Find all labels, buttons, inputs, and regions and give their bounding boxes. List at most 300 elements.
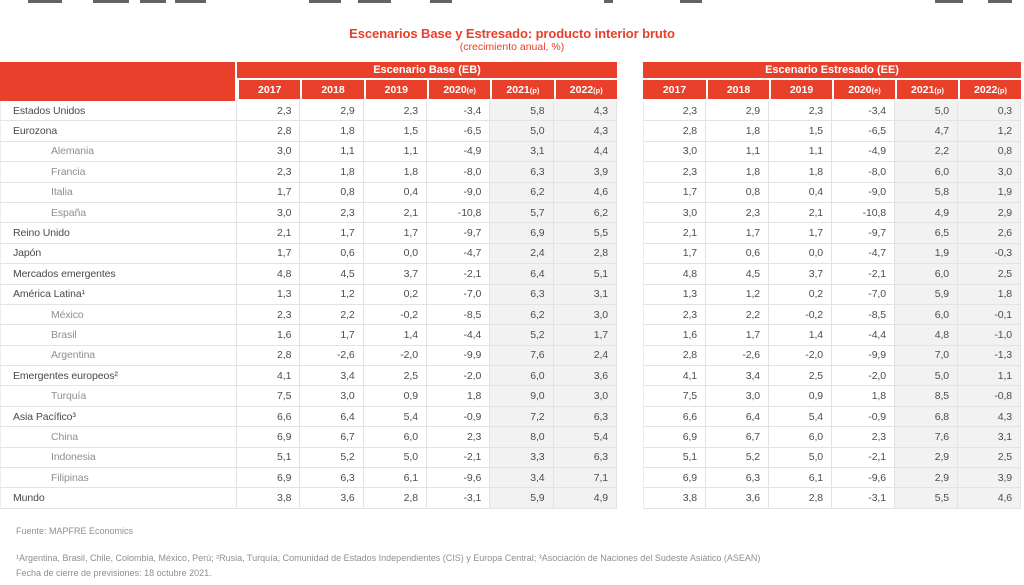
cell-value: 1,7 — [769, 223, 832, 243]
table-row — [0, 448, 617, 468]
artifact-dash — [604, 0, 613, 3]
table-row — [0, 366, 617, 386]
cell-value: 1,8 — [706, 121, 769, 141]
cell-value: 6,0 — [769, 427, 832, 447]
cell-value: -0,2 — [364, 305, 427, 325]
cell-value: -0,8 — [958, 386, 1021, 406]
row-label: Alemania — [0, 142, 237, 162]
cell-value: 5,4 — [364, 407, 427, 427]
cell-value: 1,6 — [643, 325, 706, 345]
cell-value: 7,1 — [554, 468, 617, 488]
table-row — [0, 183, 617, 203]
cell-value: 8,0 — [490, 427, 553, 447]
cell-value: 6,2 — [490, 305, 553, 325]
table-row — [643, 448, 1021, 468]
cell-value: 2,3 — [643, 101, 706, 121]
cell-value: 7,6 — [490, 346, 553, 366]
year-suffix: (p) — [934, 85, 944, 95]
cell-value: 6,0 — [895, 264, 958, 284]
cell-value: 2,2 — [895, 142, 958, 162]
cell-value: 2,3 — [643, 162, 706, 182]
cell-value: 1,1 — [364, 142, 427, 162]
row-label: China — [0, 427, 237, 447]
cell-value: -9,9 — [832, 346, 895, 366]
figure-title: Escenarios Base y Estresado: producto interior bruto — [349, 26, 675, 41]
cell-value: -9,6 — [832, 468, 895, 488]
cell-value: 5,0 — [895, 366, 958, 386]
figure-subtitle: (crecimiento anual, %) — [459, 41, 565, 53]
footnote: ¹Argentina, Brasil, Chile, Colombia, México, Perú; ²Rusia, Turquía, Comunidad de Estados Independientes (CIS) y Europa Central; ³Asociación de Naciones del Sudeste Asiático (ASEAN) — [16, 553, 761, 563]
cell-value: 1,4 — [769, 325, 832, 345]
cell-value: 6,8 — [895, 407, 958, 427]
cell-value: 1,2 — [706, 285, 769, 305]
cell-value: 2,3 — [832, 427, 895, 447]
cell-value: 5,1 — [643, 448, 706, 468]
scenario-tables — [0, 62, 1021, 509]
row-label: Filipinas — [0, 468, 237, 488]
cell-value: 3,4 — [490, 468, 553, 488]
cell-value: 2,5 — [769, 366, 832, 386]
cell-value: -0,3 — [958, 244, 1021, 264]
row-label: Argentina — [0, 346, 237, 366]
cell-value: 2,1 — [237, 223, 300, 243]
cell-value: 1,9 — [958, 183, 1021, 203]
table-row — [643, 407, 1021, 427]
cell-value: 3,8 — [643, 488, 706, 508]
cell-value: -2,1 — [427, 448, 490, 468]
years-header-row-stressed — [643, 80, 1021, 101]
table-row — [643, 386, 1021, 406]
stressed-scenario-table — [643, 62, 1021, 509]
cell-value: -2,0 — [364, 346, 427, 366]
cell-value: 2,5 — [958, 264, 1021, 284]
cell-value: 1,7 — [706, 325, 769, 345]
table-row — [0, 244, 617, 264]
table-row — [643, 285, 1021, 305]
cell-value: 1,8 — [706, 162, 769, 182]
cell-value: 1,8 — [364, 162, 427, 182]
cell-value: 1,8 — [832, 386, 895, 406]
cell-value: 4,6 — [554, 183, 617, 203]
year-suffix: (e) — [871, 85, 881, 95]
cell-value: 6,3 — [300, 468, 363, 488]
cell-value: -0,9 — [832, 407, 895, 427]
cell-value: -7,0 — [832, 285, 895, 305]
cell-value: 5,9 — [895, 285, 958, 305]
cell-value: 6,3 — [490, 162, 553, 182]
source-note: Fuente: MAPFRE Economics — [16, 526, 134, 536]
table-row — [0, 264, 617, 284]
cell-value: 2,8 — [237, 121, 300, 141]
cell-value: 4,9 — [554, 488, 617, 508]
cell-value: 1,1 — [769, 142, 832, 162]
cell-value: 1,9 — [895, 244, 958, 264]
cell-value: 2,1 — [769, 203, 832, 223]
base-table-body — [0, 101, 617, 509]
cell-value: 0,8 — [300, 183, 363, 203]
cell-value: 3,0 — [706, 386, 769, 406]
row-label: Mercados emergentes — [0, 264, 237, 284]
cell-value: 4,8 — [895, 325, 958, 345]
cell-value: 6,6 — [643, 407, 706, 427]
cell-value: 3,9 — [554, 162, 617, 182]
cell-value: 6,0 — [490, 366, 553, 386]
cell-value: 1,5 — [364, 121, 427, 141]
artifact-dash — [680, 0, 702, 3]
table-row — [0, 101, 617, 121]
cell-value: 6,0 — [364, 427, 427, 447]
cell-value: 0,0 — [769, 244, 832, 264]
cell-value: -2,0 — [832, 366, 895, 386]
year-header: 2021(p) — [490, 80, 553, 101]
cell-value: -2,0 — [427, 366, 490, 386]
cell-value: -4,4 — [832, 325, 895, 345]
cell-value: 2,8 — [364, 488, 427, 508]
cell-value: 3,0 — [237, 142, 300, 162]
figure-footer — [16, 526, 760, 578]
cell-value: 2,8 — [643, 346, 706, 366]
cell-value: -2,0 — [769, 346, 832, 366]
cell-value: 7,0 — [895, 346, 958, 366]
cell-value: -2,6 — [300, 346, 363, 366]
base-scenario-table — [0, 62, 617, 509]
cell-value: 3,4 — [300, 366, 363, 386]
cell-value: 3,0 — [554, 305, 617, 325]
cell-value: 3,7 — [364, 264, 427, 284]
cell-value: -3,4 — [832, 101, 895, 121]
cell-value: 0,6 — [706, 244, 769, 264]
cell-value: 3,0 — [300, 386, 363, 406]
cell-value: -9,6 — [427, 468, 490, 488]
table-row — [643, 142, 1021, 162]
year-header: 2017 — [237, 80, 300, 101]
row-label: Reino Unido — [0, 223, 237, 243]
cell-value: 0,6 — [300, 244, 363, 264]
artifact-dash — [988, 0, 1012, 3]
cell-value: 2,3 — [643, 305, 706, 325]
year-header: 2017 — [643, 80, 706, 101]
cell-value: 6,5 — [895, 223, 958, 243]
cell-value: 6,7 — [300, 427, 363, 447]
year-header: 2021(p) — [895, 80, 958, 101]
cell-value: 5,0 — [895, 101, 958, 121]
cell-value: 2,3 — [427, 427, 490, 447]
cell-value: 1,4 — [364, 325, 427, 345]
artifact-dash — [430, 0, 452, 3]
table-corner-block — [0, 62, 237, 101]
cell-value: 4,6 — [958, 488, 1021, 508]
table-row — [643, 162, 1021, 182]
cell-value: 5,0 — [490, 121, 553, 141]
cell-value: 6,2 — [490, 183, 553, 203]
year-header: 2020(e) — [832, 80, 895, 101]
cell-value: -8,5 — [832, 305, 895, 325]
table-row — [0, 142, 617, 162]
cell-value: 3,6 — [554, 366, 617, 386]
cell-value: 2,3 — [769, 101, 832, 121]
cell-value: -3,1 — [832, 488, 895, 508]
cell-value: -8,0 — [832, 162, 895, 182]
cell-value: 3,3 — [490, 448, 553, 468]
table-row — [0, 325, 617, 345]
cell-value: 1,7 — [237, 244, 300, 264]
cell-value: 3,1 — [490, 142, 553, 162]
cell-value: 6,3 — [490, 285, 553, 305]
table-row — [643, 101, 1021, 121]
cell-value: 6,1 — [364, 468, 427, 488]
cell-value: 6,0 — [895, 305, 958, 325]
cell-value: 3,0 — [237, 203, 300, 223]
cell-value: 7,5 — [643, 386, 706, 406]
cell-value: 6,4 — [490, 264, 553, 284]
cell-value: 2,3 — [237, 101, 300, 121]
cell-value: 6,9 — [490, 223, 553, 243]
cell-value: 3,0 — [958, 162, 1021, 182]
cell-value: 1,7 — [364, 223, 427, 243]
cell-value: 5,2 — [490, 325, 553, 345]
cell-value: 3,1 — [554, 285, 617, 305]
cell-value: 2,3 — [364, 101, 427, 121]
cell-value: -9,7 — [427, 223, 490, 243]
cell-value: 5,8 — [490, 101, 553, 121]
cell-value: -3,4 — [427, 101, 490, 121]
cell-value: 4,3 — [554, 121, 617, 141]
cell-value: 6,4 — [300, 407, 363, 427]
cell-value: 1,7 — [643, 244, 706, 264]
stressed-table-body — [643, 101, 1021, 509]
cell-value: 2,8 — [643, 121, 706, 141]
cell-value: 1,8 — [300, 162, 363, 182]
row-label: Brasil — [0, 325, 237, 345]
cell-value: 2,3 — [237, 305, 300, 325]
artifact-dash — [93, 0, 129, 3]
cell-value: -2,1 — [832, 264, 895, 284]
cell-value: 2,9 — [300, 101, 363, 121]
table-row — [0, 468, 617, 488]
cell-value: 4,5 — [706, 264, 769, 284]
cell-value: 5,4 — [554, 427, 617, 447]
cell-value: 2,3 — [706, 203, 769, 223]
year-suffix: (p) — [593, 85, 603, 95]
cell-value: 1,3 — [237, 285, 300, 305]
year-header: 2019 — [364, 80, 427, 101]
cell-value: 0,8 — [958, 142, 1021, 162]
cell-value: 2,8 — [769, 488, 832, 508]
cell-value: -10,8 — [427, 203, 490, 223]
table-row — [0, 386, 617, 406]
row-label: Francia — [0, 162, 237, 182]
cell-value: -4,9 — [832, 142, 895, 162]
table-row — [643, 488, 1021, 508]
cell-value: 1,7 — [706, 223, 769, 243]
table-row — [0, 488, 617, 508]
cell-value: 6,9 — [237, 468, 300, 488]
cell-value: 2,6 — [958, 223, 1021, 243]
cell-value: 1,7 — [643, 183, 706, 203]
cell-value: 2,8 — [554, 244, 617, 264]
cell-value: 4,7 — [895, 121, 958, 141]
cell-value: -2,6 — [706, 346, 769, 366]
cell-value: -1,3 — [958, 346, 1021, 366]
artifact-dash — [28, 0, 62, 3]
cell-value: 2,1 — [364, 203, 427, 223]
cell-value: -7,0 — [427, 285, 490, 305]
cell-value: 2,9 — [706, 101, 769, 121]
cell-value: 1,7 — [300, 223, 363, 243]
cell-value: 0,4 — [364, 183, 427, 203]
cell-value: 0,3 — [958, 101, 1021, 121]
cell-value: 0,2 — [364, 285, 427, 305]
table-row — [0, 223, 617, 243]
year-header: 2018 — [706, 80, 769, 101]
cell-value: -1,0 — [958, 325, 1021, 345]
cell-value: -0,2 — [769, 305, 832, 325]
table-row — [0, 203, 617, 223]
cell-value: 7,6 — [895, 427, 958, 447]
cell-value: 5,2 — [706, 448, 769, 468]
cell-value: 3,6 — [706, 488, 769, 508]
cell-value: 6,1 — [769, 468, 832, 488]
cell-value: 4,1 — [643, 366, 706, 386]
cell-value: 2,3 — [300, 203, 363, 223]
cell-value: 6,3 — [554, 448, 617, 468]
cell-value: 3,0 — [554, 386, 617, 406]
cell-value: -4,7 — [427, 244, 490, 264]
cell-value: -4,9 — [427, 142, 490, 162]
cell-value: -2,1 — [832, 448, 895, 468]
cell-value: 1,1 — [958, 366, 1021, 386]
cell-value: 1,1 — [706, 142, 769, 162]
year-suffix: (p) — [997, 85, 1007, 95]
cell-value: 4,3 — [554, 101, 617, 121]
row-label: América Latina¹ — [0, 285, 237, 305]
row-label: Asia Pacífico³ — [0, 407, 237, 427]
table-row — [643, 223, 1021, 243]
cell-value: 2,8 — [237, 346, 300, 366]
cell-value: 1,5 — [769, 121, 832, 141]
cell-value: -6,5 — [427, 121, 490, 141]
cell-value: 5,2 — [300, 448, 363, 468]
row-label: Indonesia — [0, 448, 237, 468]
cell-value: 1,2 — [300, 285, 363, 305]
row-label: España — [0, 203, 237, 223]
table-row — [0, 121, 617, 141]
cell-value: -8,5 — [427, 305, 490, 325]
cell-value: 2,5 — [958, 448, 1021, 468]
artifact-dash — [309, 0, 341, 3]
cell-value: 5,8 — [895, 183, 958, 203]
row-label: Estados Unidos — [0, 101, 237, 121]
cell-value: 1,8 — [427, 386, 490, 406]
cell-value: 0,0 — [364, 244, 427, 264]
artifact-dash — [935, 0, 963, 3]
row-label: Turquía — [0, 386, 237, 406]
cell-value: -0,9 — [427, 407, 490, 427]
table-row — [643, 183, 1021, 203]
year-header: 2020(e) — [427, 80, 490, 101]
cell-value: -2,1 — [427, 264, 490, 284]
cell-value: 6,2 — [554, 203, 617, 223]
cell-value: 5,7 — [490, 203, 553, 223]
table-row — [643, 305, 1021, 325]
cell-value: -9,7 — [832, 223, 895, 243]
cell-value: 6,3 — [554, 407, 617, 427]
cell-value: 1,2 — [958, 121, 1021, 141]
cell-value: 4,3 — [958, 407, 1021, 427]
cell-value: 1,6 — [237, 325, 300, 345]
cell-value: 6,9 — [643, 427, 706, 447]
cell-value: 3,7 — [769, 264, 832, 284]
cell-value: -0,1 — [958, 305, 1021, 325]
cell-value: 6,9 — [237, 427, 300, 447]
cell-value: 3,9 — [958, 468, 1021, 488]
cell-value: 1,1 — [300, 142, 363, 162]
table-row — [643, 325, 1021, 345]
cell-value: 3,4 — [706, 366, 769, 386]
cell-value: 0,8 — [706, 183, 769, 203]
cell-value: 5,0 — [364, 448, 427, 468]
year-header: 2019 — [769, 80, 832, 101]
cell-value: 3,0 — [643, 203, 706, 223]
cell-value: 6,4 — [706, 407, 769, 427]
year-header: 2018 — [300, 80, 363, 101]
table-row — [643, 427, 1021, 447]
cell-value: 8,5 — [895, 386, 958, 406]
base-scenario-banner: Escenario Base (EB) — [237, 62, 617, 80]
cell-value: 2,3 — [237, 162, 300, 182]
row-label: Emergentes europeos² — [0, 366, 237, 386]
artifact-dash — [140, 0, 166, 3]
cell-value: -9,0 — [427, 183, 490, 203]
cell-value: 2,4 — [554, 346, 617, 366]
cell-value: 4,9 — [895, 203, 958, 223]
cell-value: -3,1 — [427, 488, 490, 508]
cell-value: 1,7 — [300, 325, 363, 345]
row-label: Mundo — [0, 488, 237, 508]
artifact-dash — [358, 0, 391, 3]
cell-value: 2,2 — [706, 305, 769, 325]
year-suffix: (e) — [466, 85, 476, 95]
table-row — [643, 244, 1021, 264]
cell-value: 2,9 — [895, 448, 958, 468]
table-row — [643, 264, 1021, 284]
year-header: 2022(p) — [554, 80, 617, 101]
cell-value: -6,5 — [832, 121, 895, 141]
row-label: Italia — [0, 183, 237, 203]
row-label: México — [0, 305, 237, 325]
cell-value: 2,9 — [895, 468, 958, 488]
cell-value: 6,9 — [643, 468, 706, 488]
table-row — [643, 346, 1021, 366]
cell-value: 4,1 — [237, 366, 300, 386]
table-row — [643, 203, 1021, 223]
table-row — [0, 305, 617, 325]
cell-value: 2,5 — [364, 366, 427, 386]
cell-value: 2,1 — [643, 223, 706, 243]
cell-value: 0,9 — [364, 386, 427, 406]
cell-value: 6,6 — [237, 407, 300, 427]
cell-value: -4,7 — [832, 244, 895, 264]
cell-value: 1,8 — [300, 121, 363, 141]
cell-value: 3,8 — [237, 488, 300, 508]
cell-value: 2,9 — [958, 203, 1021, 223]
table-row — [0, 285, 617, 305]
cell-value: -10,8 — [832, 203, 895, 223]
cell-value: 1,7 — [237, 183, 300, 203]
cell-value: 5,1 — [237, 448, 300, 468]
year-suffix: (p) — [529, 85, 540, 95]
cell-value: 1,7 — [554, 325, 617, 345]
